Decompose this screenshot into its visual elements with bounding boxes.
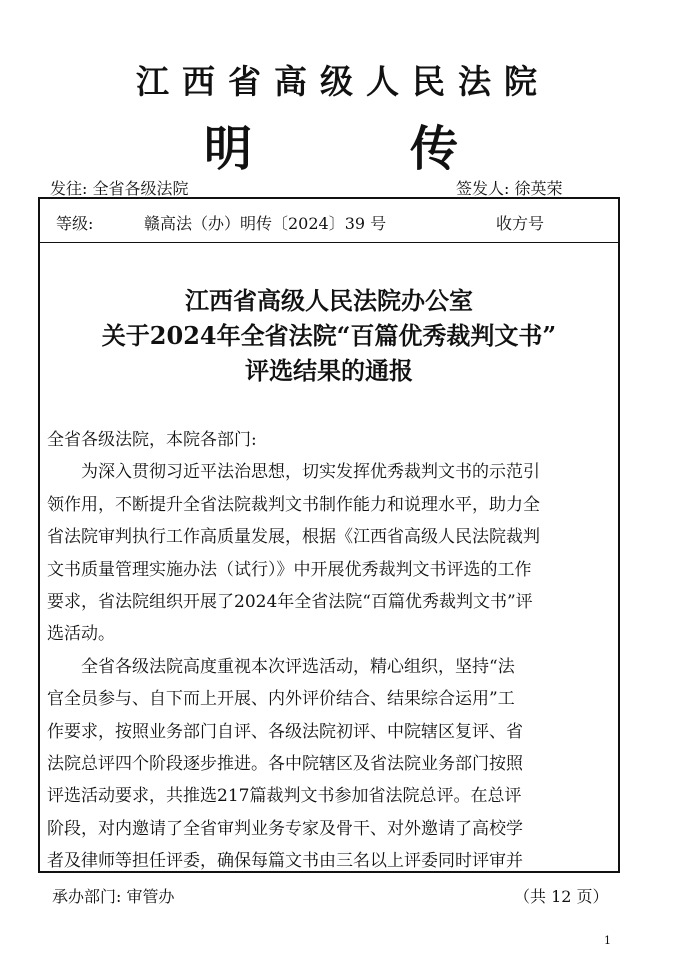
page-number: 1 (604, 934, 611, 947)
body-line: 全省各级法院，本院各部门: (47, 430, 257, 450)
signer-line (456, 176, 563, 199)
level-label: 等级: (56, 214, 94, 233)
body-line: 省法院审判执行工作高质量发展，根据《江西省高级人民法院裁判 (47, 527, 540, 548)
notice-title-line-3: 评选结果的通报 (245, 356, 413, 385)
body-line: 官全员参与、自下而上开展、内外评价结合、结果综合运用”工 (47, 689, 515, 710)
notice-title-line-2: 关于2024年全省法院“百篇优秀裁判文书” (101, 321, 557, 350)
signer-label: 签发人: (456, 179, 510, 198)
document-number: 赣高法（办）明传〔2024〕39 号 (144, 214, 387, 233)
court-name-title: 江西省高级人民法院 (136, 62, 550, 101)
body-line: 阶段，对内邀请了全省审判业务专家及骨干、对外邀请了高校学 (47, 818, 523, 839)
signer-value: 徐英荣 (514, 179, 563, 198)
body-line: 作要求，按照业务部门自评、各级法院初评、中院辖区复评、省 (47, 721, 523, 742)
body-line: 领作用，不断提升全省法院裁判文书制作能力和说理水平，助力全 (47, 494, 540, 515)
body-line: 全省各级法院高度重视本次评选活动，精心组织，坚持“法 (47, 656, 515, 677)
doc-type-ming: 明 (204, 121, 253, 177)
notice-body (47, 424, 617, 872)
body-line: 评选活动要求，共推选217篇裁判文书参加省法院总评。在总评 (47, 786, 522, 807)
body-line: 选活动。 (47, 624, 115, 645)
body-line: 者及律师等担任评委，确保每篇文书由三名以上评委同时评审并 (47, 851, 523, 872)
total-pages: （共 12 页） (514, 887, 609, 906)
receiver-label: 收方号 (496, 214, 545, 233)
body-line: 文书质量管理实施办法（试行）》中开展优秀裁判文书评选的工作 (47, 559, 532, 580)
level-row (40, 199, 618, 243)
body-line: 法院总评四个阶段逐步推进。各中院辖区及省法院业务部门按照 (47, 754, 523, 775)
send-to-line (50, 176, 204, 199)
body-line: 为深入贯彻习近平法治思想，切实发挥优秀裁判文书的示范引 (47, 462, 540, 483)
send-to-value: 全省各级法院 (92, 179, 189, 198)
notice-title-line-1: 江西省高级人民法院办公室 (185, 286, 473, 315)
doc-type-chuan: 传 (410, 121, 459, 177)
body-line: 要求，省法院组织开展了2024年全省法院“百篇优秀裁判文书”评 (47, 592, 533, 613)
handling-department: 承办部门: 审管办 (52, 887, 175, 906)
send-to-label: 发往: (50, 179, 88, 198)
